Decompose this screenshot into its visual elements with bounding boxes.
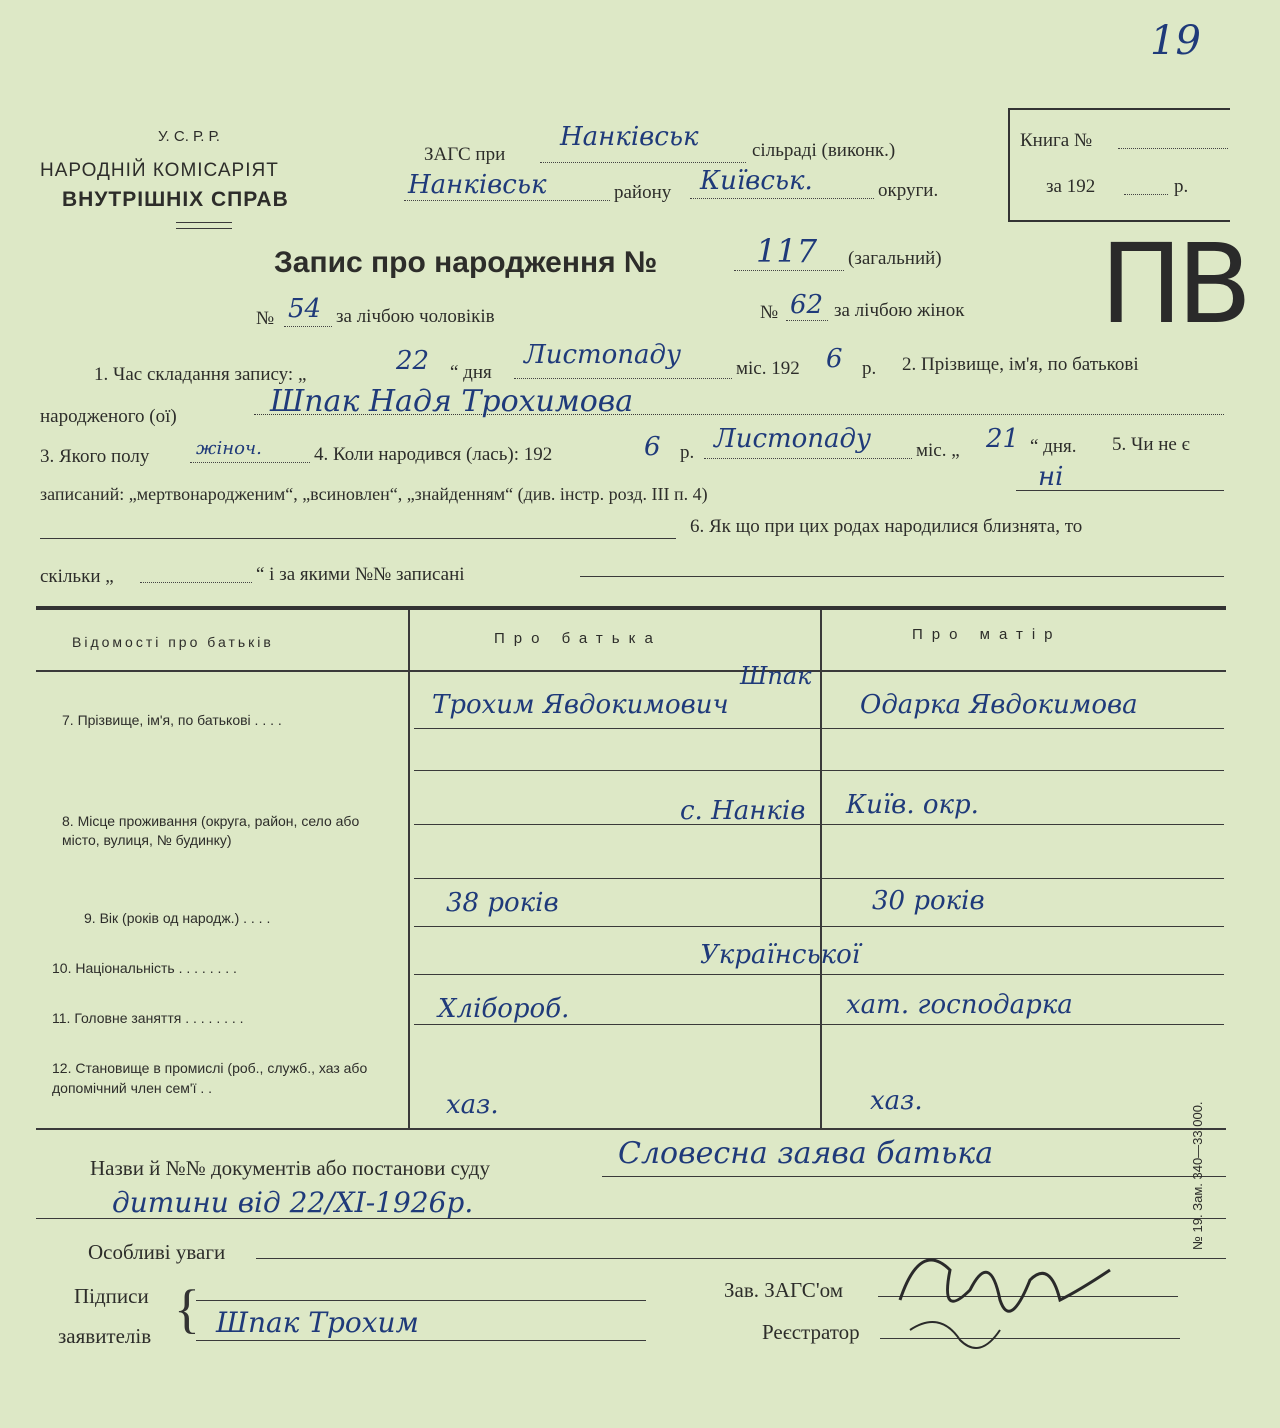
sign-label-2: заявителів bbox=[58, 1324, 152, 1348]
q1-r: р. bbox=[862, 358, 877, 379]
q1-mid: “ дня bbox=[450, 362, 492, 383]
table-top-rule bbox=[36, 606, 1226, 610]
book-box bbox=[1008, 108, 1230, 222]
row8-line-a bbox=[414, 824, 1224, 825]
q2-value: Шпак Надя Трохимова bbox=[270, 384, 634, 419]
q5-label: 5. Чи не є bbox=[1112, 434, 1190, 455]
female-label: за лічбою жінок bbox=[834, 300, 965, 321]
q6-cont-b: “ і за якими №№ записані bbox=[256, 564, 465, 585]
q4-label: 4. Коли народився (лась): 192 bbox=[314, 444, 553, 465]
q1-day: 22 bbox=[396, 346, 430, 376]
q2-cont: народженого (ої) bbox=[40, 406, 177, 427]
docs-value-2: дитини від 22/XI-1926р. bbox=[112, 1186, 474, 1219]
q1-month: Листопаду bbox=[524, 340, 682, 370]
table-header-col2: Про батька bbox=[494, 630, 662, 647]
q4-year: 6 bbox=[644, 432, 661, 462]
docs-label: Назви й №№ документів або постанови суду bbox=[90, 1156, 490, 1180]
table-header-rule bbox=[36, 670, 1226, 672]
row10-label: 10. Національність . . . . . . . . bbox=[52, 960, 237, 976]
row9-mother: 30 років bbox=[872, 886, 985, 916]
zags-suffix: сільраді (виконк.) bbox=[752, 140, 896, 161]
row11-mother: хат. господарка bbox=[846, 990, 1073, 1020]
q5-cont: записаний: „мертвонародженим“, „всиновлен“, „знайденням“ (див. інстр. розд. III п. 4) bbox=[40, 484, 708, 504]
q6-count-line bbox=[140, 582, 252, 583]
head-label: Зав. ЗАГС'ом bbox=[724, 1278, 843, 1302]
q3-label: 3. Якого полу bbox=[40, 446, 150, 467]
male-prefix: № bbox=[256, 308, 275, 329]
row11-father: Хлібороб. bbox=[438, 994, 570, 1024]
ussr-label: У. С. Р. Р. bbox=[158, 128, 220, 145]
row8-mother: Київ. окр. bbox=[846, 790, 979, 820]
row8-father: с. Нанків bbox=[680, 796, 806, 826]
male-number-line bbox=[284, 326, 332, 327]
header-underline-2 bbox=[176, 228, 232, 229]
pv-stamp-mark: ПВ bbox=[1100, 220, 1247, 348]
record-number-line bbox=[734, 270, 844, 271]
q4-month-line bbox=[704, 458, 912, 459]
male-label: за лічбою чоловіків bbox=[336, 306, 495, 327]
q6-blank-line bbox=[40, 538, 676, 539]
q4-mis: міс. „ bbox=[916, 440, 960, 461]
commissariat-line2: ВНУТРІШНІХ СПРАВ bbox=[62, 188, 289, 211]
header-underline-1 bbox=[176, 222, 232, 223]
book-year-suffix: р. bbox=[1174, 176, 1189, 197]
table-divider-1 bbox=[408, 610, 410, 1130]
row9-label: 9. Вік (років од народж.) . . . . bbox=[84, 910, 271, 926]
head-signature bbox=[880, 1230, 1120, 1370]
female-number: 62 bbox=[790, 290, 824, 320]
row7-line-b bbox=[414, 770, 1224, 771]
district-line bbox=[404, 200, 610, 201]
commissariat-line1: НАРОДНІЙ КОМІСАРІЯТ bbox=[40, 160, 279, 181]
record-note: (загальний) bbox=[848, 248, 942, 269]
row7-label: 7. Прізвище, ім'я, по батькові . . . . bbox=[62, 712, 282, 728]
sign-label-1: Підписи bbox=[74, 1284, 149, 1308]
okrug-label: округи. bbox=[878, 180, 939, 201]
female-number-line bbox=[786, 320, 828, 321]
row12-father: хаз. bbox=[446, 1090, 499, 1120]
row9-father: 38 років bbox=[446, 888, 559, 918]
record-number-value: 117 bbox=[756, 232, 818, 270]
row10-line bbox=[414, 974, 1224, 975]
okrug-line bbox=[690, 198, 874, 199]
table-header-col3: Про матір bbox=[912, 626, 1062, 643]
docs-value-line bbox=[602, 1176, 1226, 1177]
row11-label: 11. Головне заняття . . . . . . . . bbox=[52, 1010, 244, 1026]
district-value: Нанківськ bbox=[408, 170, 547, 200]
book-label: Книга № bbox=[1020, 130, 1093, 151]
zags-prefix: ЗАГС при bbox=[424, 144, 506, 165]
form-side-note: № 19. Зам. 340—33.000. bbox=[1190, 1101, 1205, 1250]
q4-month: Листопаду bbox=[714, 424, 872, 454]
q6-numbers-line bbox=[580, 576, 1224, 577]
male-number: 54 bbox=[288, 294, 322, 324]
row12-mother: хаз. bbox=[870, 1086, 923, 1116]
row7-mother: Одарка Явдокимова bbox=[860, 690, 1138, 720]
female-prefix: № bbox=[760, 302, 779, 323]
row7-line-a bbox=[414, 728, 1224, 729]
sign-value: Шпак Трохим bbox=[216, 1306, 419, 1339]
okrug-value: Київськ. bbox=[700, 166, 813, 196]
q6-cont-a: скільки „ bbox=[40, 566, 114, 587]
q3-value: жіноч. bbox=[196, 438, 262, 459]
row8-label: 8. Місце проживання (округа, район, село або місто, вулиця, № будинку) bbox=[62, 813, 360, 848]
table-bottom-rule bbox=[36, 1128, 1226, 1130]
q5-value: ні bbox=[1038, 462, 1064, 492]
row7-father: Трохим Явдокимович bbox=[432, 690, 729, 720]
q4-r: р. bbox=[680, 442, 695, 463]
book-number-line bbox=[1118, 148, 1228, 149]
q1-prefix: 1. Час складання запису: „ bbox=[94, 364, 307, 385]
q1-month-line bbox=[514, 378, 732, 379]
record-title: Запис про народження № bbox=[274, 246, 658, 279]
row8-line-b bbox=[414, 878, 1224, 879]
row12-label: 12. Становище в промислі (роб., служб., хаз або допомічний член сем'ї . . bbox=[52, 1060, 368, 1096]
row11-line bbox=[414, 1024, 1224, 1025]
sign-brace: { bbox=[174, 1279, 200, 1339]
sign-line-2 bbox=[196, 1340, 646, 1341]
zags-village-line bbox=[540, 162, 746, 163]
q2-label: 2. Прізвище, ім'я, по батькові bbox=[902, 354, 1139, 375]
q4-day: 21 bbox=[986, 424, 1020, 454]
q1-year: 6 bbox=[826, 344, 843, 374]
book-year-prefix: за 192 bbox=[1046, 176, 1096, 197]
registrar-label: Реєстратор bbox=[762, 1320, 860, 1344]
zags-village-value: Нанківськ bbox=[560, 122, 699, 152]
district-label: району bbox=[614, 182, 672, 203]
docs-value-line-2 bbox=[36, 1218, 1226, 1219]
docs-value: Словесна заява батька bbox=[618, 1136, 994, 1171]
q4-dnya: “ дня. bbox=[1030, 436, 1077, 457]
q3-value-line bbox=[190, 462, 310, 463]
row10-father: Української bbox=[700, 940, 861, 970]
book-year-line bbox=[1124, 194, 1168, 195]
sign-line-1 bbox=[196, 1300, 646, 1301]
table-header-col1: Відомості про батьків bbox=[72, 634, 274, 650]
notes-label: Особливі уваги bbox=[88, 1240, 226, 1264]
row7-above: Шпак bbox=[740, 662, 812, 690]
q1-mis: міс. 192 bbox=[736, 358, 800, 379]
row9-line bbox=[414, 926, 1224, 927]
page-number-mark: 19 bbox=[1150, 18, 1201, 64]
table-divider-2 bbox=[820, 610, 822, 1130]
q6-label: 6. Як що при цих родах народилися близнята, то bbox=[690, 516, 1083, 537]
